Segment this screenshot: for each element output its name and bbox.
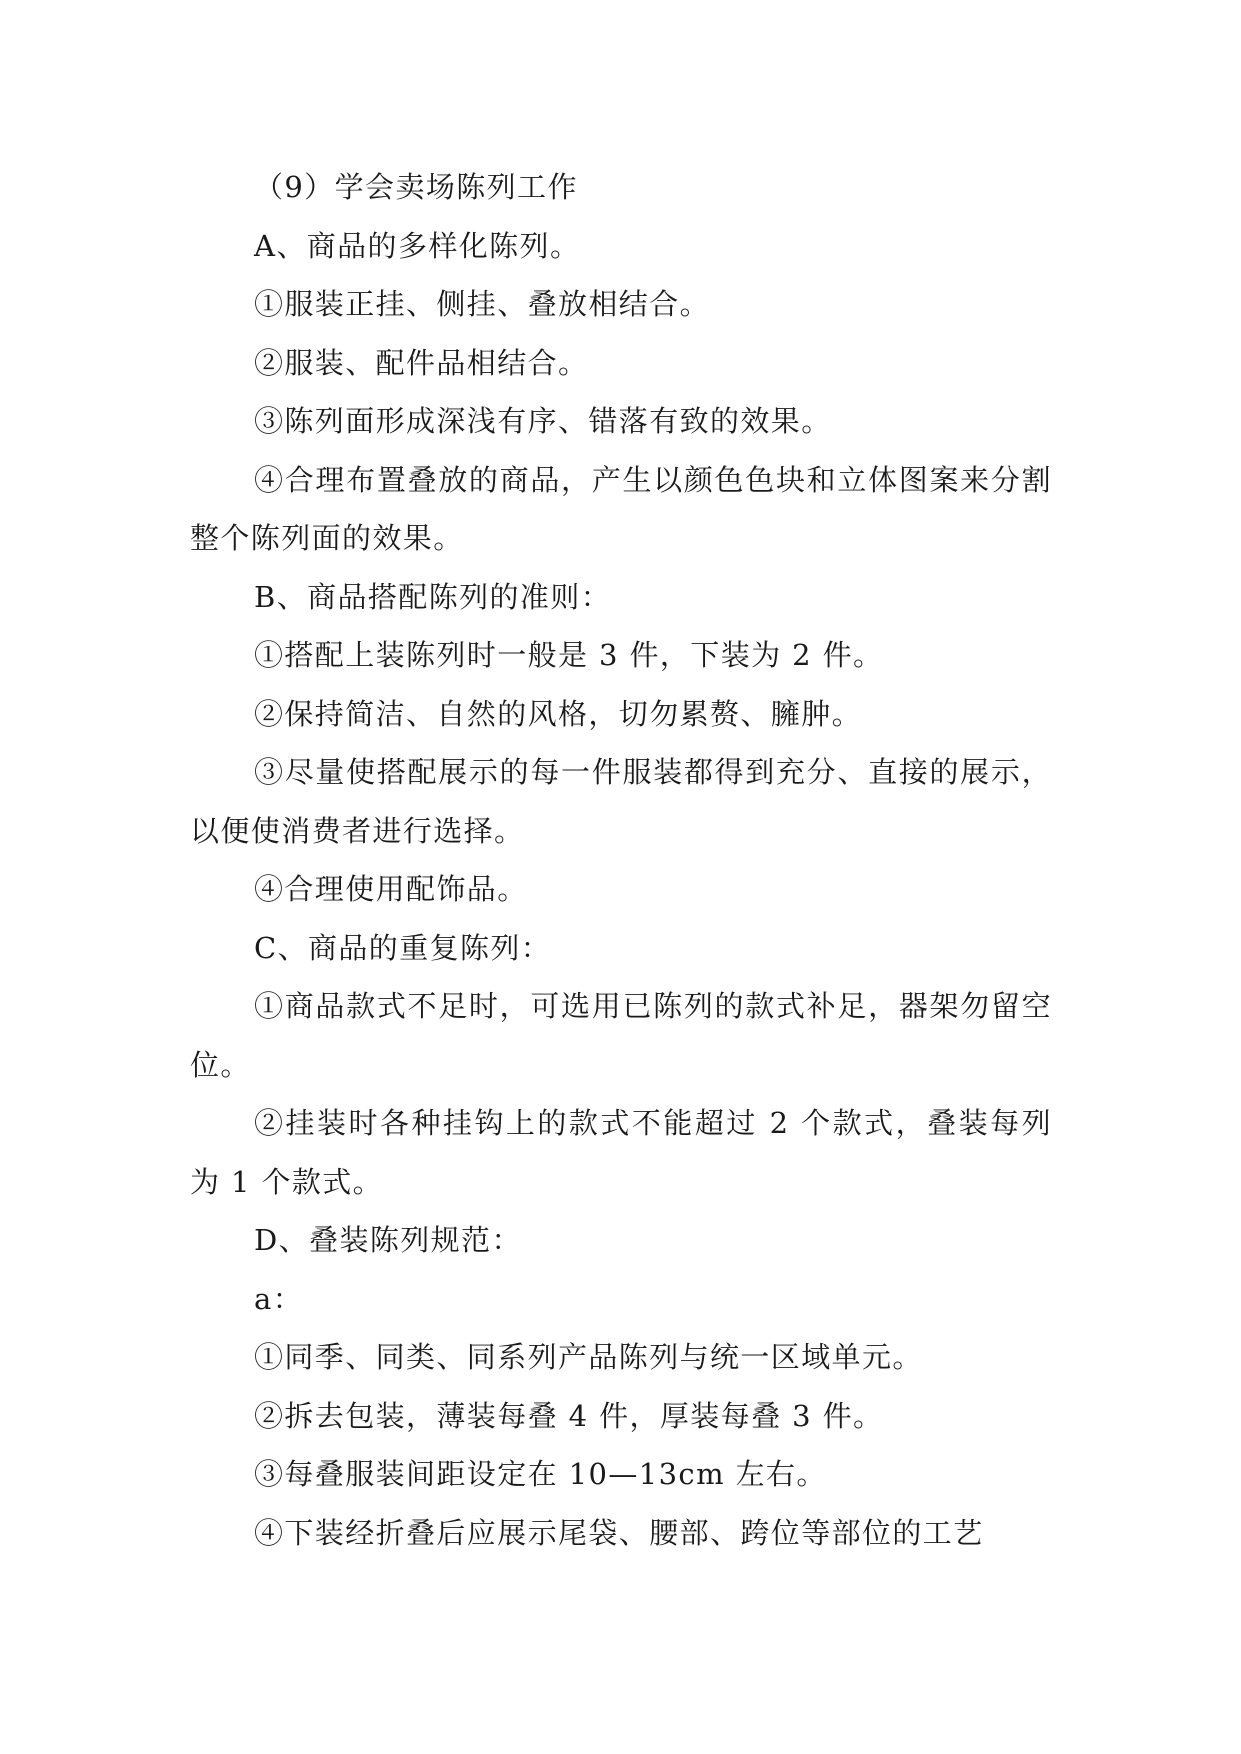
paragraph: ②挂装时各种挂钩上的款式不能超过 2 个款式，叠装每列为 1 个款式。 xyxy=(190,1106,1052,1199)
paragraph: ②拆去包装，薄装每叠 4 件，厚装每叠 3 件。 xyxy=(254,1398,884,1433)
subheading-d: D、叠装陈列规范： xyxy=(254,1223,522,1257)
paragraph: ③尽量使搭配展示的每一件服装都得到充分、直接的展示，以便使消费者进行选择。 xyxy=(190,755,1052,848)
paragraph: ①同季、同类、同系列产品陈列与统一区域单元。 xyxy=(254,1340,923,1374)
subheading-b: B、商品搭配陈列的准则： xyxy=(254,579,612,614)
paragraph: ①服装正挂、侧挂、叠放相结合。 xyxy=(254,287,711,321)
paragraph: ①商品款式不足时，可选用已陈列的款式补足，器架勿留空位。 xyxy=(190,989,1052,1082)
paragraph: ③陈列面形成深浅有序、错落有致的效果。 xyxy=(254,404,832,438)
document-body xyxy=(190,158,1052,1562)
paragraph: ②服装、配件品相结合。 xyxy=(254,345,589,380)
subheading-a: A、商品的多样化陈列。 xyxy=(254,228,581,263)
section-heading: （9）学会卖场陈列工作 xyxy=(254,170,578,204)
paragraph: ④合理布置叠放的商品，产生以颜色色块和立体图案来分割整个陈列面的效果。 xyxy=(190,462,1052,555)
subheading-a-lower: a： xyxy=(254,1281,304,1316)
paragraph: ④下装经折叠后应展示尾袋、腰部、跨位等部位的工艺 xyxy=(254,1515,984,1550)
paragraph: ③每叠服装间距设定在 10—13cm 左右。 xyxy=(254,1457,827,1491)
paragraph: ②保持简洁、自然的风格，切勿累赘、臃肿。 xyxy=(254,696,863,731)
paragraph: ④合理使用配饰品。 xyxy=(254,872,528,906)
paragraph: ①搭配上装陈列时一般是 3 件，下装为 2 件。 xyxy=(254,638,884,672)
subheading-c: C、商品的重复陈列： xyxy=(254,930,552,965)
